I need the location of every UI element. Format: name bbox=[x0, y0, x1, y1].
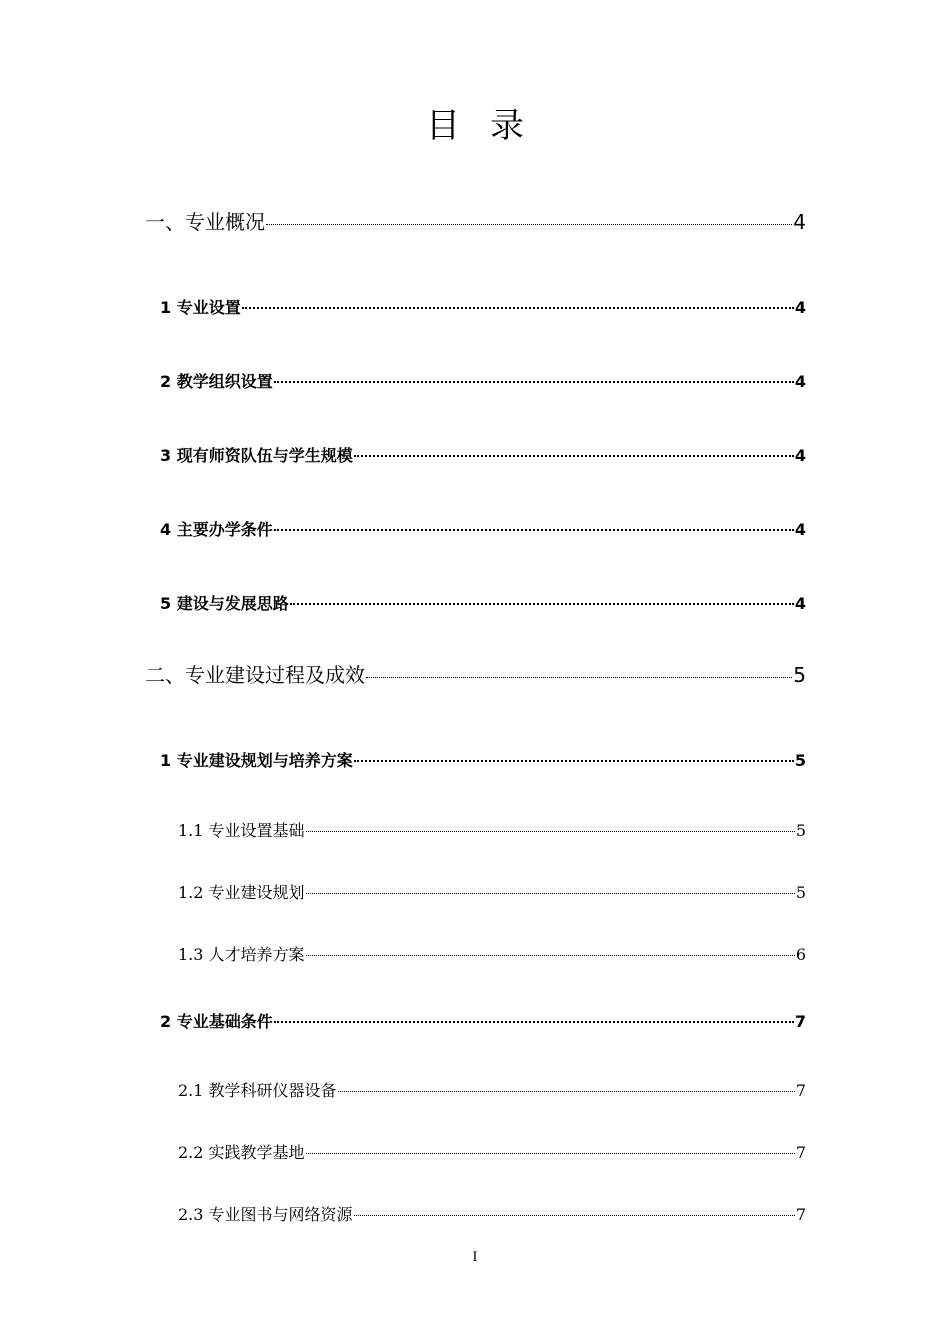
toc-entry[interactable] bbox=[160, 517, 806, 540]
toc-entry-page: 4 bbox=[793, 210, 806, 234]
toc-leader-dots bbox=[354, 454, 794, 457]
toc-entry-label: 1.2 专业建设规划 bbox=[178, 883, 305, 902]
toc-leader-dots bbox=[354, 1214, 795, 1216]
toc-leader-dots bbox=[266, 223, 792, 225]
toc-entry-label: 1.3 人才培养方案 bbox=[178, 945, 305, 964]
toc-entry-page: 4 bbox=[794, 520, 806, 539]
toc-entry-label: 2.1 教学科研仪器设备 bbox=[178, 1081, 337, 1100]
toc-leader-dots bbox=[274, 1020, 794, 1023]
toc-entry[interactable] bbox=[178, 1078, 806, 1101]
toc-entry-page: 7 bbox=[794, 1012, 806, 1031]
toc-entry-page: 5 bbox=[795, 883, 806, 902]
toc-leader-dots bbox=[274, 528, 794, 531]
toc-entry[interactable] bbox=[160, 295, 806, 318]
toc-leader-dots bbox=[306, 830, 795, 832]
toc-entry-label: 1 专业建设规划与培养方案 bbox=[160, 751, 353, 770]
toc-leader-dots bbox=[338, 1090, 795, 1092]
toc-entry[interactable] bbox=[178, 1140, 806, 1163]
toc-leader-dots bbox=[306, 1152, 795, 1154]
toc-leader-dots bbox=[366, 676, 792, 678]
toc-entry[interactable] bbox=[145, 206, 806, 235]
toc-entry-label: 1 专业设置 bbox=[160, 298, 241, 317]
toc-entry-page: 7 bbox=[795, 1081, 806, 1100]
toc-entry[interactable] bbox=[178, 942, 806, 965]
toc-entry-page: 6 bbox=[795, 945, 806, 964]
toc-entry-label: 一、专业概况 bbox=[145, 210, 265, 234]
toc-entry[interactable] bbox=[160, 443, 806, 466]
toc-entry-label: 4 主要办学条件 bbox=[160, 520, 273, 539]
toc-entry-page: 5 bbox=[795, 821, 806, 840]
page-title: 目录 bbox=[426, 106, 554, 146]
toc-leader-dots bbox=[306, 892, 795, 894]
toc-entry-page: 4 bbox=[794, 594, 806, 613]
toc-entry-page: 4 bbox=[794, 372, 806, 391]
toc-entry-label: 2.3 专业图书与网络资源 bbox=[178, 1205, 353, 1224]
toc-entry[interactable] bbox=[160, 1009, 806, 1032]
toc-entry[interactable] bbox=[160, 369, 806, 392]
toc-entry[interactable] bbox=[178, 880, 806, 903]
page-number: I bbox=[472, 1250, 478, 1265]
toc-entry[interactable] bbox=[160, 591, 806, 614]
toc-entry[interactable] bbox=[178, 818, 806, 841]
toc-entry-page: 4 bbox=[794, 298, 806, 317]
toc-leader-dots bbox=[306, 954, 795, 956]
toc-entry-label: 5 建设与发展思路 bbox=[160, 594, 289, 613]
toc-entry-page: 5 bbox=[793, 663, 806, 687]
toc-leader-dots bbox=[354, 759, 794, 762]
toc-entry[interactable] bbox=[178, 1202, 806, 1225]
toc-entry-page: 4 bbox=[794, 446, 806, 465]
toc-entry[interactable] bbox=[160, 748, 806, 771]
toc-entry-label: 2 教学组织设置 bbox=[160, 372, 273, 391]
toc-entry-label: 二、专业建设过程及成效 bbox=[145, 663, 365, 687]
toc-entry[interactable] bbox=[145, 659, 806, 688]
toc-entry-label: 2.2 实践教学基地 bbox=[178, 1143, 305, 1162]
toc-entry-label: 2 专业基础条件 bbox=[160, 1012, 273, 1031]
toc-entry-page: 7 bbox=[795, 1205, 806, 1224]
toc-entry-label: 1.1 专业设置基础 bbox=[178, 821, 305, 840]
toc-leader-dots bbox=[274, 380, 794, 383]
toc-entry-page: 5 bbox=[794, 751, 806, 770]
toc-entry-label: 3 现有师资队伍与学生规模 bbox=[160, 446, 353, 465]
toc-entry-page: 7 bbox=[795, 1143, 806, 1162]
toc-leader-dots bbox=[290, 602, 794, 605]
toc-leader-dots bbox=[242, 306, 794, 309]
